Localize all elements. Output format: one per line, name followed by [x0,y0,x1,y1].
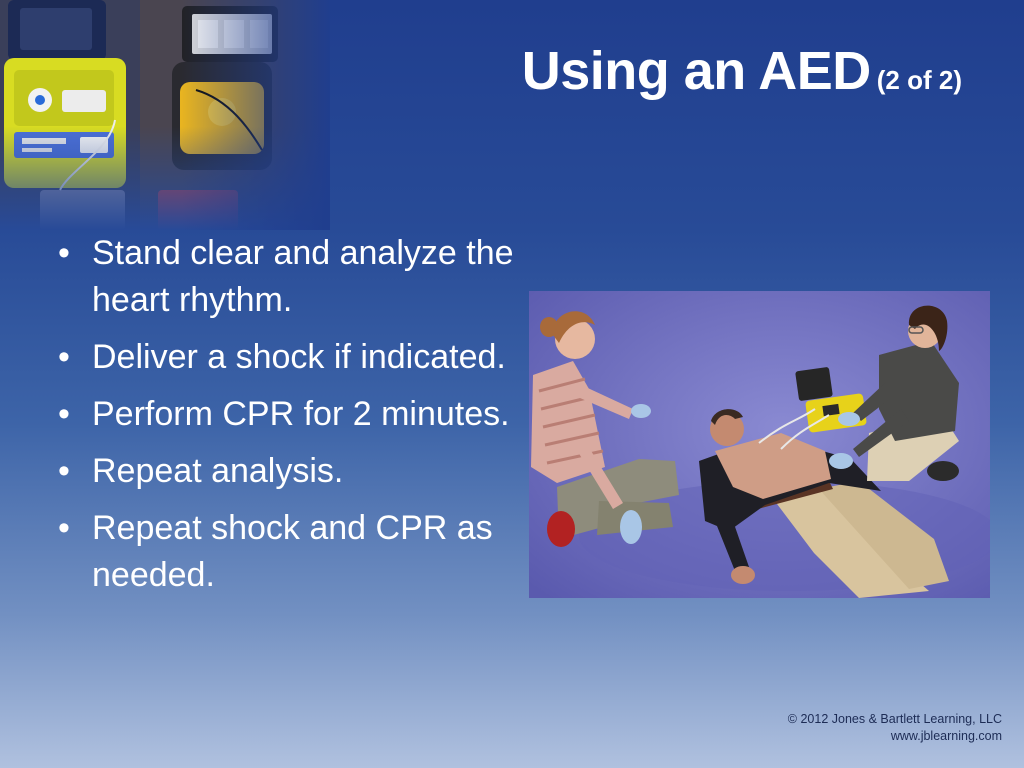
bullet-item: • Stand clear and analyze the heart rhythm. [52,230,532,324]
copyright-text: © 2012 Jones & Bartlett Learning, LLC [787,712,1002,726]
website-url: www.jblearning.com [890,729,1002,743]
bullet-item: • Deliver a shock if indicated. [52,334,532,381]
slide-title [522,40,962,102]
aed-devices-photo [0,0,330,230]
aed-scene-photo [529,291,990,598]
title-suffix: (2 of 2) [876,65,962,95]
copyright-notice [788,711,1002,745]
bullet-item: • Repeat shock and CPR as needed. [52,505,532,599]
corner-photo-fade [0,0,330,230]
title-text: Using an AED [521,41,871,101]
bullet-list [52,230,532,609]
bullet-item: • Perform CPR for 2 minutes. [52,391,532,438]
bullet-item: • Repeat analysis. [52,448,532,495]
